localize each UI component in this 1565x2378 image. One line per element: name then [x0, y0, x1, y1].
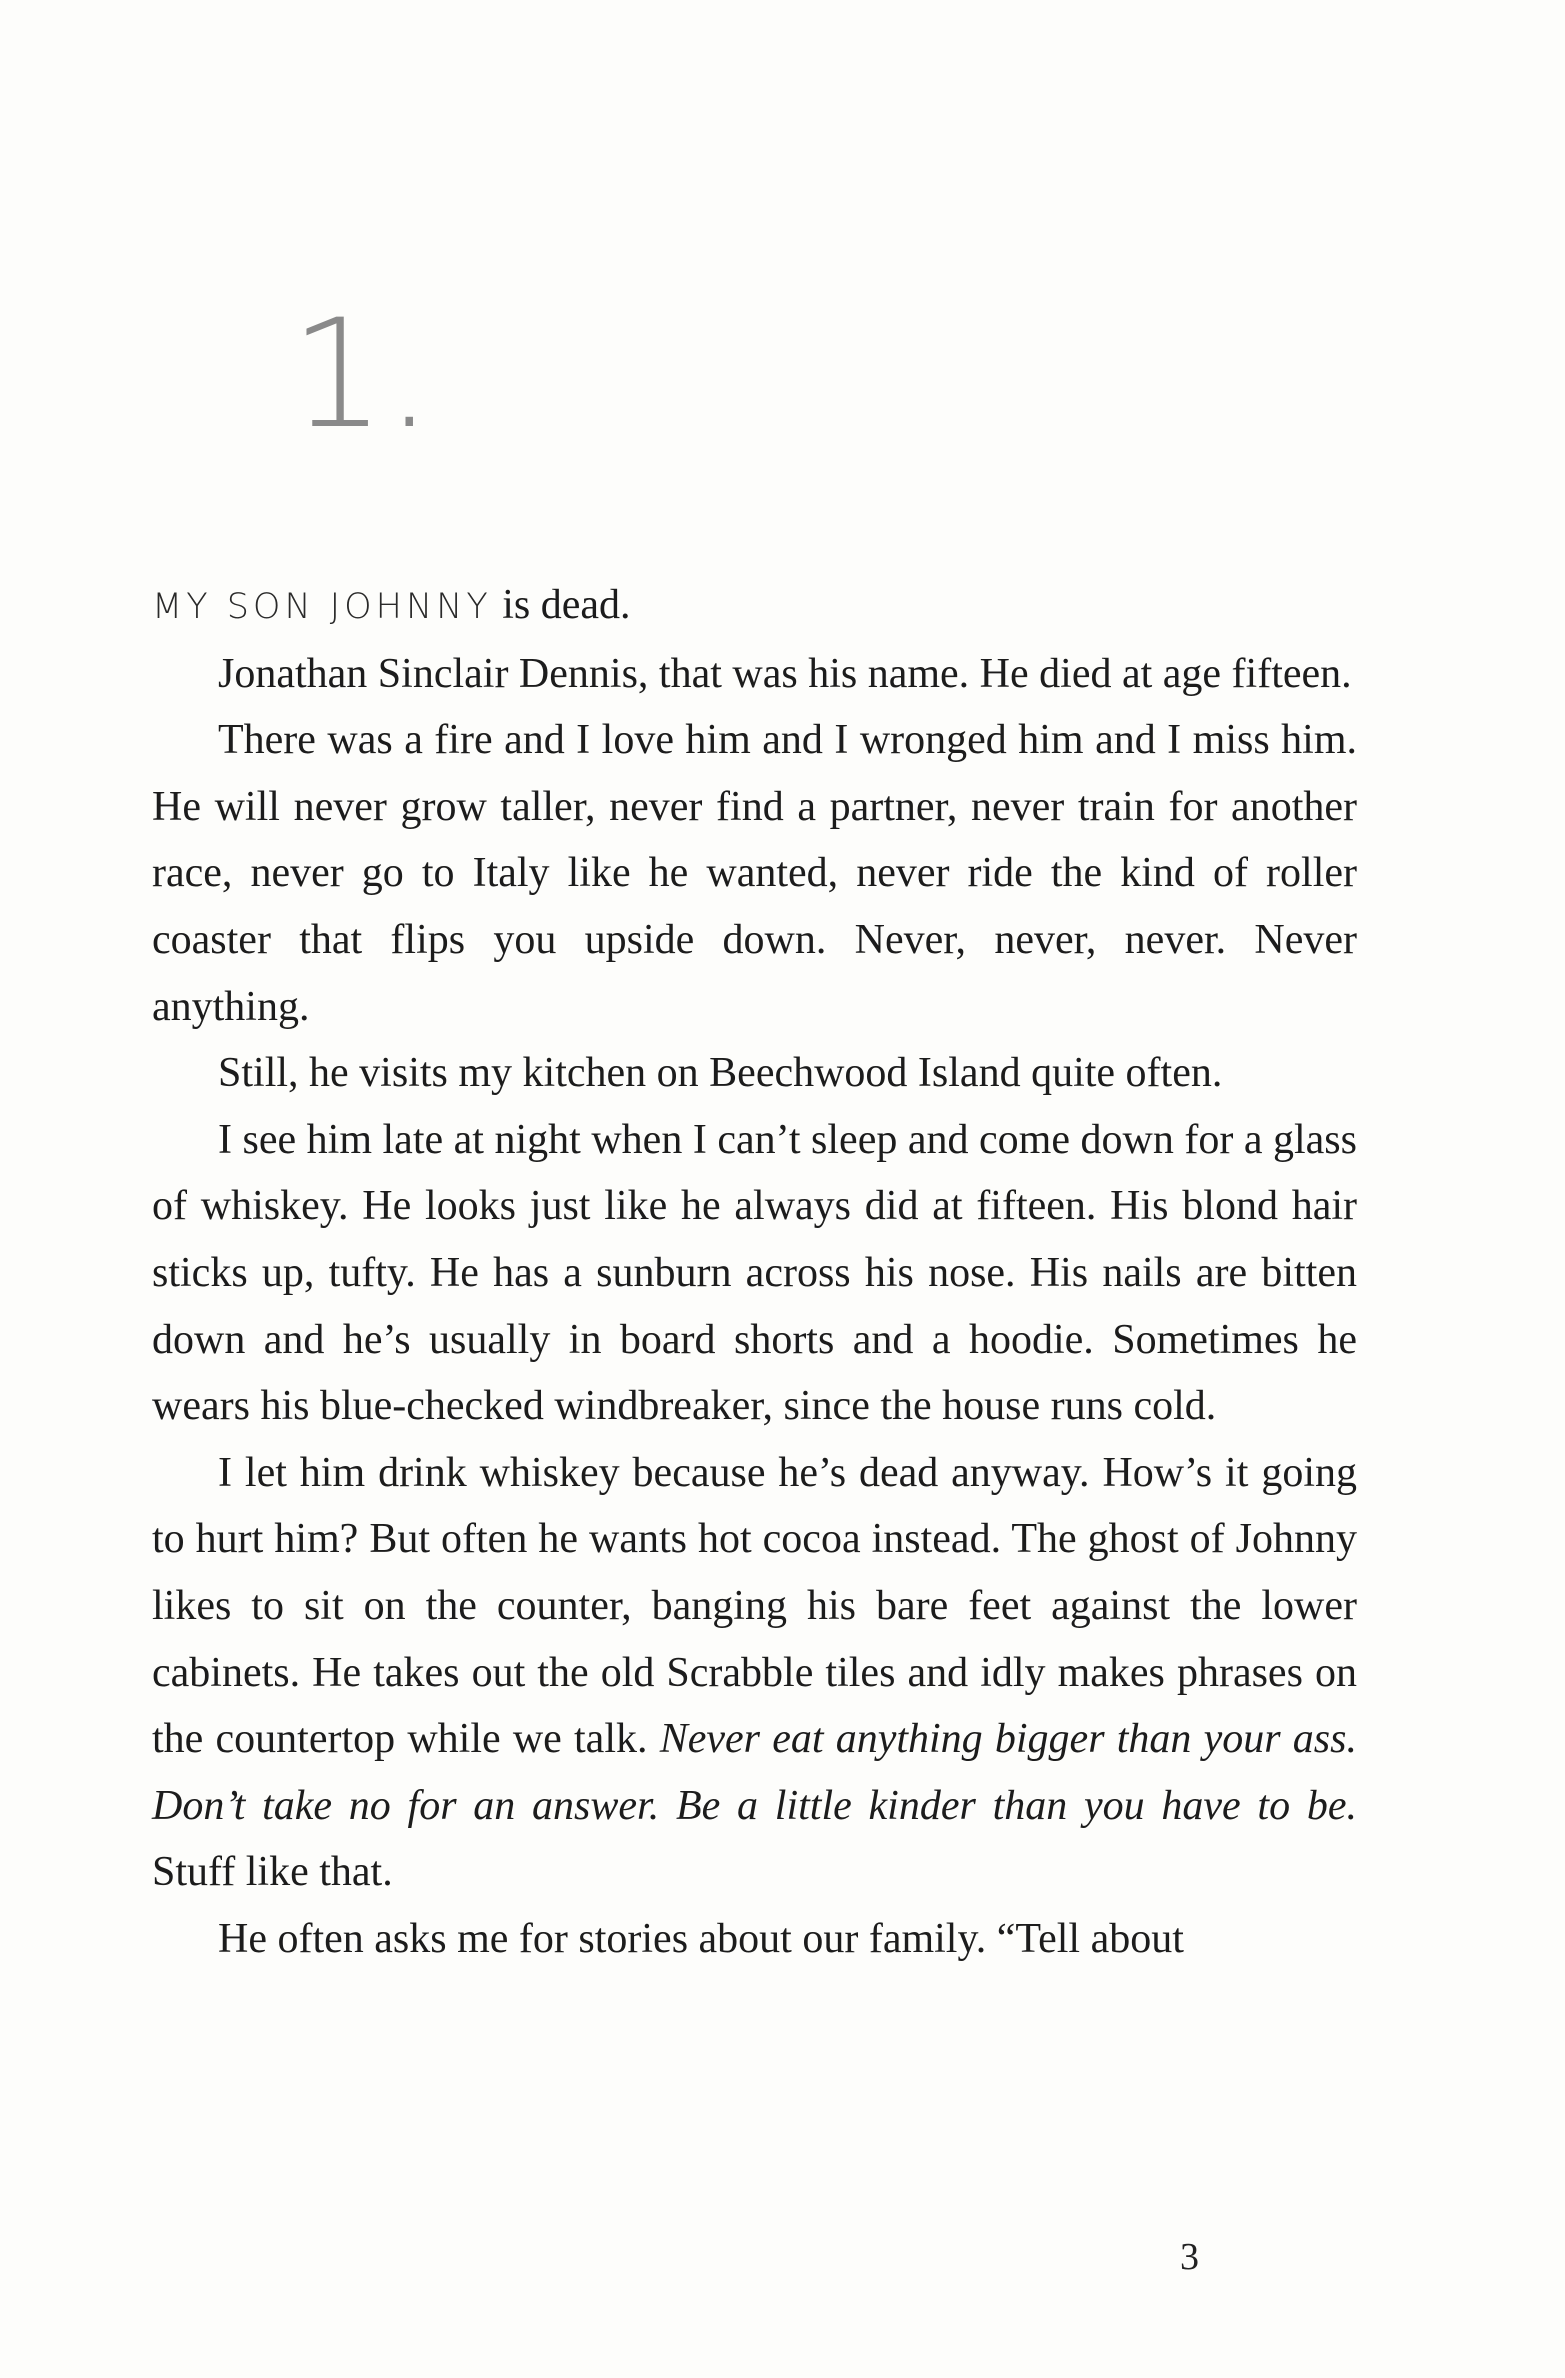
paragraph: I see him late at night when I can’t sleep and come down for a glass of whiskey. He looks just like he always did at fifteen. His blond hair sticks up, tufty. He has a sunburn across his nose. His nails are bitten down and he’s usually in board shorts and a hoodie. Sometimes he wears his blue-checked windbreaker, since the house runs cold. [152, 1116, 1357, 1430]
chapter-number: 1. [290, 288, 434, 462]
paragraph: There was a fire and I love him and I wronged him and I miss him. He will never grow taller, never find a partner, never train for another race, never go to Italy like he wanted, never ride the kind of roller coaster that flips you upside down. Never, never, never. Never anything. [152, 717, 1357, 1030]
paragraph: Jonathan Sinclair Dennis, that was his name. He died at age fifteen. [218, 650, 1352, 697]
paragraph [152, 1440, 1357, 1906]
paragraph: He often asks me for stories about our family. “Tell about [218, 1915, 1184, 1962]
paragraph [152, 572, 1357, 641]
page-number: 3 [1180, 2236, 1199, 2278]
paragraph: Still, he visits my kitchen on Beechwood Island quite often. [218, 1050, 1223, 1097]
paragraph-text: Stuff like that. [152, 1849, 393, 1896]
paragraph-text: I let him drink whiskey because he’s dead anyway. How’s it going to hurt him? But often he wants hot cocoa instead. The ghost of Johnny likes to sit on the counter, banging his bare feet against the lower cabinets. He takes out the old Scrabble tiles and idly makes phrases on the countertop while we talk. [152, 1449, 1357, 1763]
paragraph-text: is dead. [491, 582, 631, 628]
scrabble-phrases: Never eat anything bigger than your ass. Don’t take no for an answer. Be a little kinder than you have to be. [152, 1716, 1357, 1829]
body-text [152, 572, 1357, 1972]
lead-in: MY SON JOHNNY [152, 587, 492, 627]
